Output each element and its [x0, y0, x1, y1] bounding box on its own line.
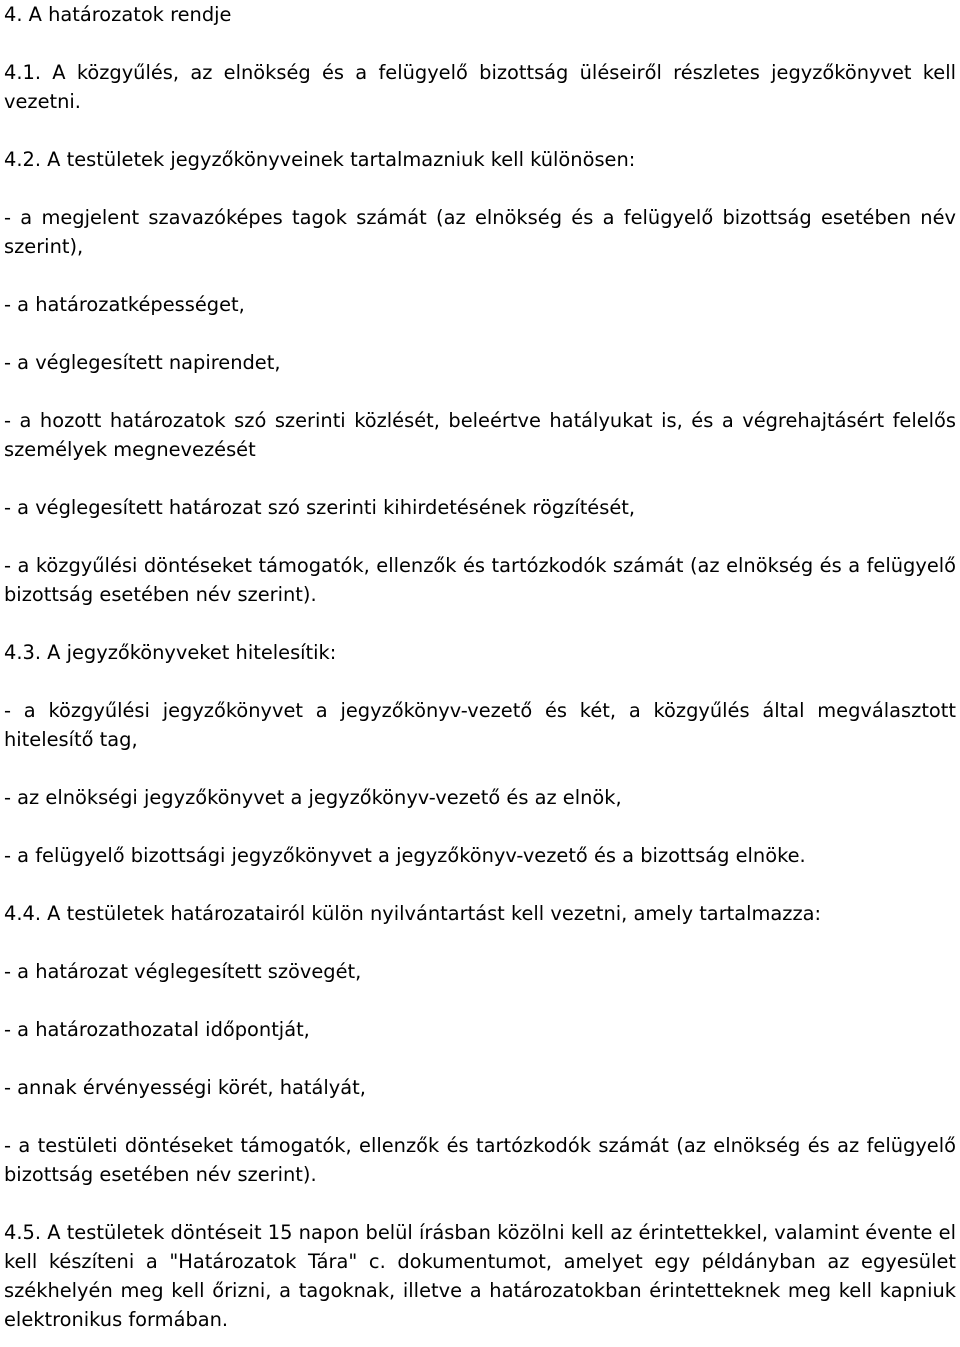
- paragraph-4-4: 4.4. A testületek határozatairól külön nyilvántartást kell vezetni, amely tartalmazza:: [4, 902, 822, 925]
- list-item-announcement: - a véglegesített határozat szó szerinti kihirdetésének rögzítését,: [4, 496, 636, 519]
- list-item-board-minutes: - az elnökségi jegyzőkönyvet a jegyzőkönyv-vezető és az elnök,: [4, 786, 622, 809]
- list-item-quorum: - a határozatképességet,: [4, 293, 245, 316]
- list-item-resolutions: - a hozott határozatok szó szerinti közlését, beleértve hatályukat is, és a végrehajtásért felelős személyek megnevezését: [4, 409, 956, 461]
- list-item-text: - a határozat véglegesített szövegét,: [4, 960, 362, 983]
- list-item-agenda: - a véglegesített napirendet,: [4, 351, 281, 374]
- list-item-body-vote-counts: - a testületi döntéseket támogatók, ellenzők és tartózkodók számát (az elnökség és az felügyelő bizottság esetében név szerint).: [4, 1134, 956, 1186]
- list-item-vote-counts: - a közgyűlési döntéseket támogatók, ellenzők és tartózkodók számát (az elnökség és a felügyelő bizottság esetében név szerint).: [4, 554, 956, 606]
- list-item-supervisory-minutes: - a felügyelő bizottsági jegyzőkönyvet a jegyzőkönyv-vezető és a bizottság elnöke.: [4, 844, 806, 867]
- list-item-scope: - annak érvényességi körét, hatályát,: [4, 1076, 366, 1099]
- paragraph-4-5: 4.5. A testületek döntéseit 15 napon belül írásban közölni kell az érintettekkel, valamint évente el kell készíteni a "Határozatok Tára" c. dokumentumot, amelyet egy példányban az egyesület székhelyén meg kell őrizni, a tagoknak, illetve a határozatokban érintetteknek meg kell kapniuk elektronikus formában.: [4, 1221, 956, 1331]
- section-title: 4. A határozatok rendje: [4, 3, 232, 26]
- list-item-general-assembly-minutes: - a közgyűlési jegyzőkönyvet a jegyzőkönyv-vezető és két, a közgyűlés által megválasztott hitelesítő tag,: [4, 699, 956, 751]
- list-item-voting-members: - a megjelent szavazóképes tagok számát (az elnökség és a felügyelő bizottság esetében név szerint),: [4, 206, 956, 258]
- paragraph-4-1: 4.1. A közgyűlés, az elnökség és a felügyelő bizottság üléseiről részletes jegyzőkönyvet kell vezetni.: [4, 61, 956, 113]
- paragraph-4-3: 4.3. A jegyzőkönyveket hitelesítik:: [4, 641, 337, 664]
- paragraph-4-2: 4.2. A testületek jegyzőkönyveinek tartalmazniuk kell különösen:: [4, 148, 636, 171]
- list-item-date: - a határozathozatal időpontját,: [4, 1018, 310, 1041]
